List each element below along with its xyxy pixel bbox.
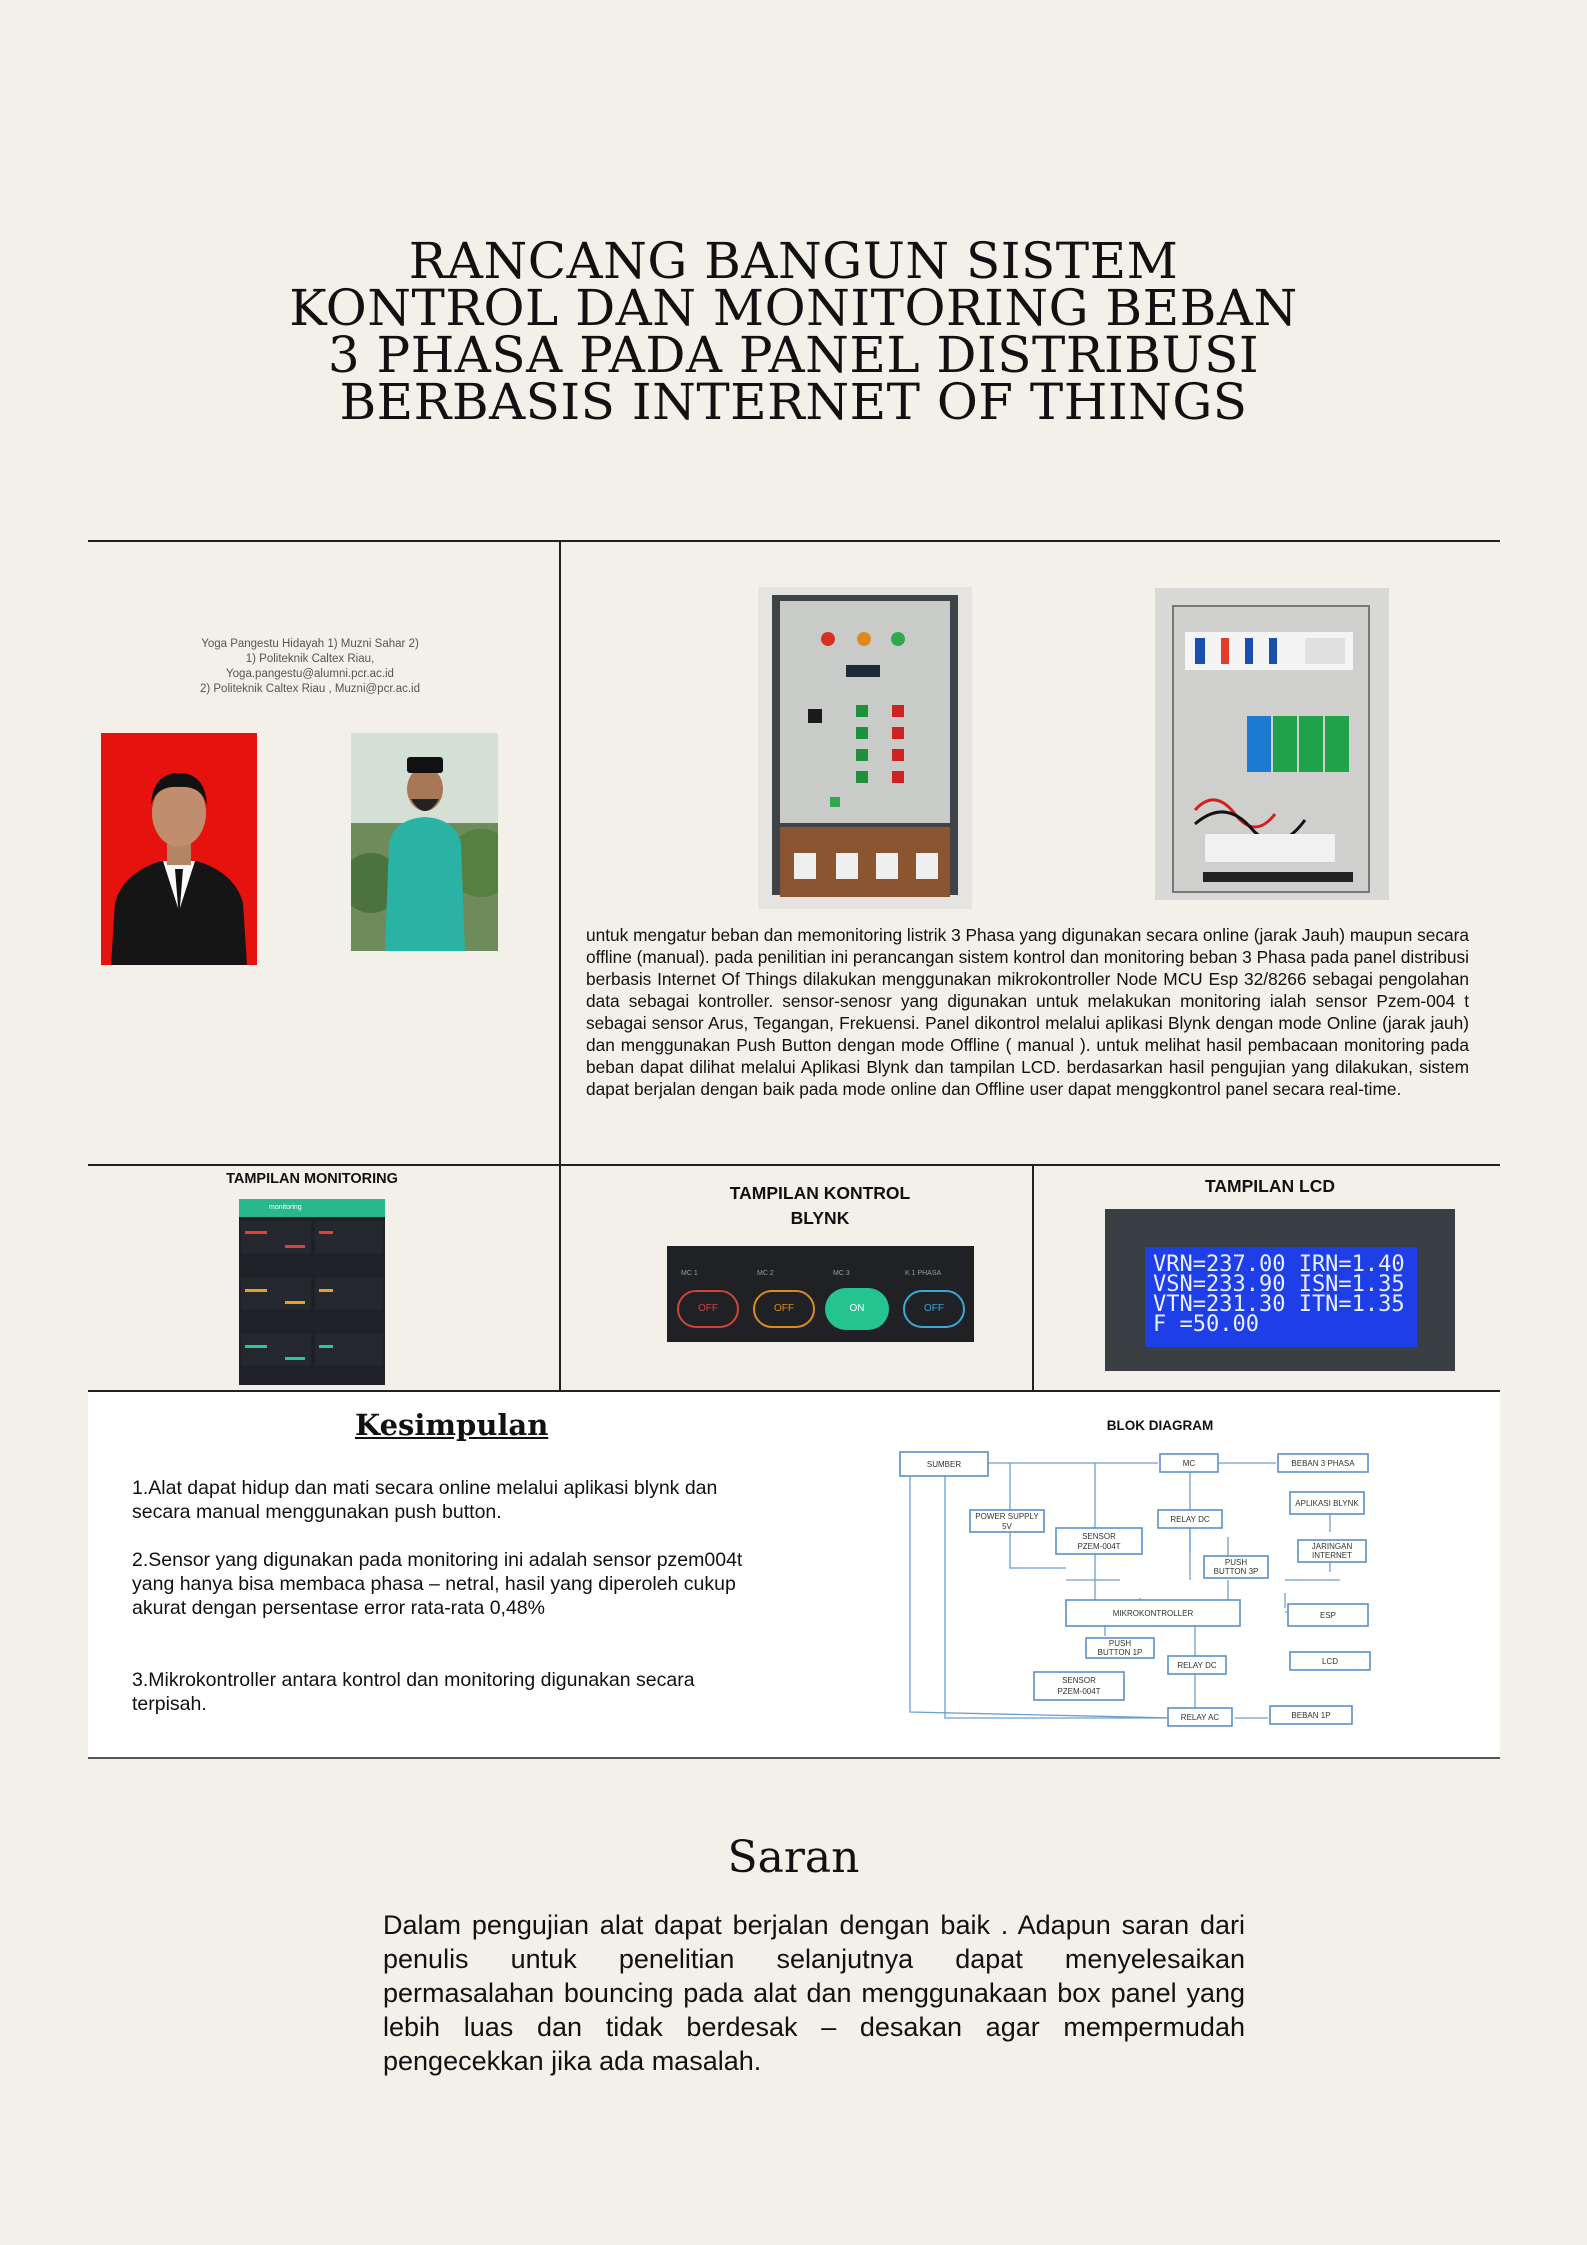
blynk-button-state: ON — [825, 1288, 889, 1330]
lcd-line: VTN=231.30 ITN=1.35 — [1153, 1292, 1405, 1317]
blynk-button-mc3[interactable] — [819, 1246, 895, 1342]
poster-title — [180, 232, 1407, 431]
saran-body: Dalam pengujian alat dapat berjalan dengan baik . Adapun saran dari penulis untuk penelitian selanjutnya dapat menyelesaikan permasalahan bouncing pada alat dan menggunakaan box panel yang lebih luas dan tidak berdesak – desakan agar mempermudah pengecekkan jika ada masalah. — [383, 1910, 1245, 2076]
app-header: monitoring — [239, 1199, 385, 1217]
blynk-button-state: OFF — [903, 1290, 965, 1328]
caption-blok-diagram: BLOK DIAGRAM — [1106, 1418, 1214, 1433]
lcd-photo — [1105, 1209, 1455, 1371]
kesimpulan-item: 1.Alat dapat hidup dan mati secara online melalui aplikasi blynk dan secara manual menggunakan push button. — [132, 1477, 718, 1523]
bd-label: SUMBER — [926, 1460, 962, 1469]
title-line: KONTROL DAN MONITORING BEBAN — [289, 279, 1298, 337]
monitoring-widgets — [239, 1217, 385, 1385]
bd-label: PZEM-004T — [1077, 1542, 1121, 1551]
bd-label: BUTTON 1P — [1097, 1648, 1143, 1657]
bd-label: PUSH — [1108, 1639, 1132, 1648]
bd-label: 5V — [1002, 1522, 1012, 1531]
blynk-button-mc1[interactable] — [667, 1246, 743, 1342]
caption-line: TAMPILAN KONTROL — [729, 1183, 911, 1203]
bd-label: SENSOR — [1082, 1532, 1116, 1541]
bd-label: SENSOR — [1062, 1676, 1096, 1685]
blynk-button-state: OFF — [753, 1290, 815, 1328]
title-line: RANCANG BANGUN SISTEM — [408, 232, 1179, 290]
bd-label: BUTTON 3P — [1213, 1567, 1259, 1576]
bd-label: RELAY DC — [1177, 1661, 1217, 1670]
title-line: 3 PHASA PADA PANEL DISTRIBUSI — [327, 326, 1260, 384]
lcd-line: VRN=237.00 IRN=1.40 — [1153, 1252, 1405, 1277]
bd-label: RELAY DC — [1170, 1515, 1210, 1524]
divider — [88, 1757, 1500, 1759]
bd-label: INTERNET — [1312, 1551, 1352, 1560]
kesimpulan-item: 3.Mikrokontroller antara kontrol dan monitoring digunakan secara terpisah. — [132, 1669, 695, 1715]
title-line: BERBASIS INTERNET OF THINGS — [339, 373, 1248, 431]
lcd-line: VSN=233.90 ISN=1.35 — [1153, 1272, 1405, 1297]
caption-kontrol — [640, 1181, 1000, 1231]
blynk-button-label: MC 2 — [757, 1270, 774, 1277]
blynk-button-state: OFF — [677, 1290, 739, 1328]
divider — [88, 1164, 1500, 1166]
bd-label: ESP — [1319, 1611, 1337, 1620]
blynk-button-label: MC 1 — [681, 1270, 698, 1277]
divider — [88, 540, 1500, 542]
bd-label: PZEM-004T — [1057, 1687, 1101, 1696]
bd-label: LCD — [1321, 1657, 1339, 1666]
bd-label: BEBAN 1P — [1291, 1711, 1331, 1720]
blynk-control-panel — [667, 1246, 974, 1342]
bd-label: MC — [1182, 1459, 1196, 1468]
blynk-button-label: K 1 PHASA — [905, 1270, 942, 1277]
author-line: Yoga Pangestu Hidayah 1) Muzni Sahar 2) — [201, 638, 419, 650]
divider — [1032, 1164, 1034, 1392]
bd-label: JARINGAN — [1311, 1542, 1353, 1551]
author-line: 1) Politeknik Caltex Riau, — [245, 653, 375, 665]
monitoring-app-screenshot — [239, 1199, 385, 1385]
bd-label: PUSH — [1224, 1558, 1248, 1567]
kesimpulan-item: 2.Sensor yang digunakan pada monitoring ini adalah sensor pzem004t yang hanya bisa membaca phasa – netral, hasil yang diperoleh cukup akurat dengan persentase error rata-rata 0,48% — [132, 1549, 743, 1619]
divider — [559, 540, 561, 1392]
saran-title: Saran — [727, 1832, 860, 1883]
kesimpulan-title: Kesimpulan — [355, 1408, 549, 1442]
caption-line: BLYNK — [790, 1208, 850, 1228]
blynk-button-mc2[interactable] — [743, 1246, 819, 1342]
caption-monitoring: TAMPILAN MONITORING — [226, 1171, 398, 1187]
author-line: 2) Politeknik Caltex Riau , Muzni@pcr.ac.id — [199, 683, 421, 695]
author-line: Yoga.pangestu@alumni.pcr.ac.id — [226, 668, 394, 680]
lcd-line: F =50.00 — [1153, 1312, 1259, 1337]
bd-label: BEBAN 3 PHASA — [1291, 1459, 1355, 1468]
block-diagram — [890, 1440, 1390, 1740]
blynk-button-label: MC 3 — [833, 1270, 850, 1277]
bd-label: MIKROKONTROLLER — [1112, 1609, 1194, 1618]
author-photo-1 — [101, 733, 257, 965]
abstract-text: untuk mengatur beban dan memonitoring listrik 3 Phasa yang digunakan secara online (jarak Jauh) maupun secara offline (manual). pada penilitian ini perancangan sistem kontrol dan monitoring beban 3 Phasa pada panel distribusi berbasis Internet Of Things dilakukan menggunakan mikrokontroller Node MCU Esp 32/8266 sebagai pengolahan data sebagai kontroller. sensor-senosr yang digunakan untuk melakukan monitoring ialah sensor Pzem-004 t sebagai sensor Arus, Tegangan, Frekuensi. Panel dikontrol melalui aplikasi Blynk dengan mode Online (jarak jauh) dan menggunakan Push Button dengan mode Offline ( manual ). untuk melihat hasil pembacaan monitoring pada beban dapat dilihat melalui Aplikasi Blynk dan tampilan LCD. berdasarkan hasil pengujian yang dilakukan, sistem dapat berjalan dengan baik pada mode online dan Offline user dapat menggkontrol panel secara real-time. — [586, 925, 1469, 1099]
author-info — [150, 637, 470, 697]
bd-label: RELAY AC — [1180, 1713, 1220, 1722]
author-photo-2 — [351, 733, 498, 951]
blynk-button-k1phasa[interactable] — [895, 1246, 974, 1342]
bd-label: APLIKASI BLYNK — [1295, 1499, 1359, 1508]
caption-lcd: TAMPILAN LCD — [1205, 1176, 1335, 1196]
panel-inside-photo — [1155, 588, 1389, 900]
panel-front-photo — [758, 587, 972, 909]
bd-label: POWER SUPPLY — [975, 1512, 1039, 1521]
